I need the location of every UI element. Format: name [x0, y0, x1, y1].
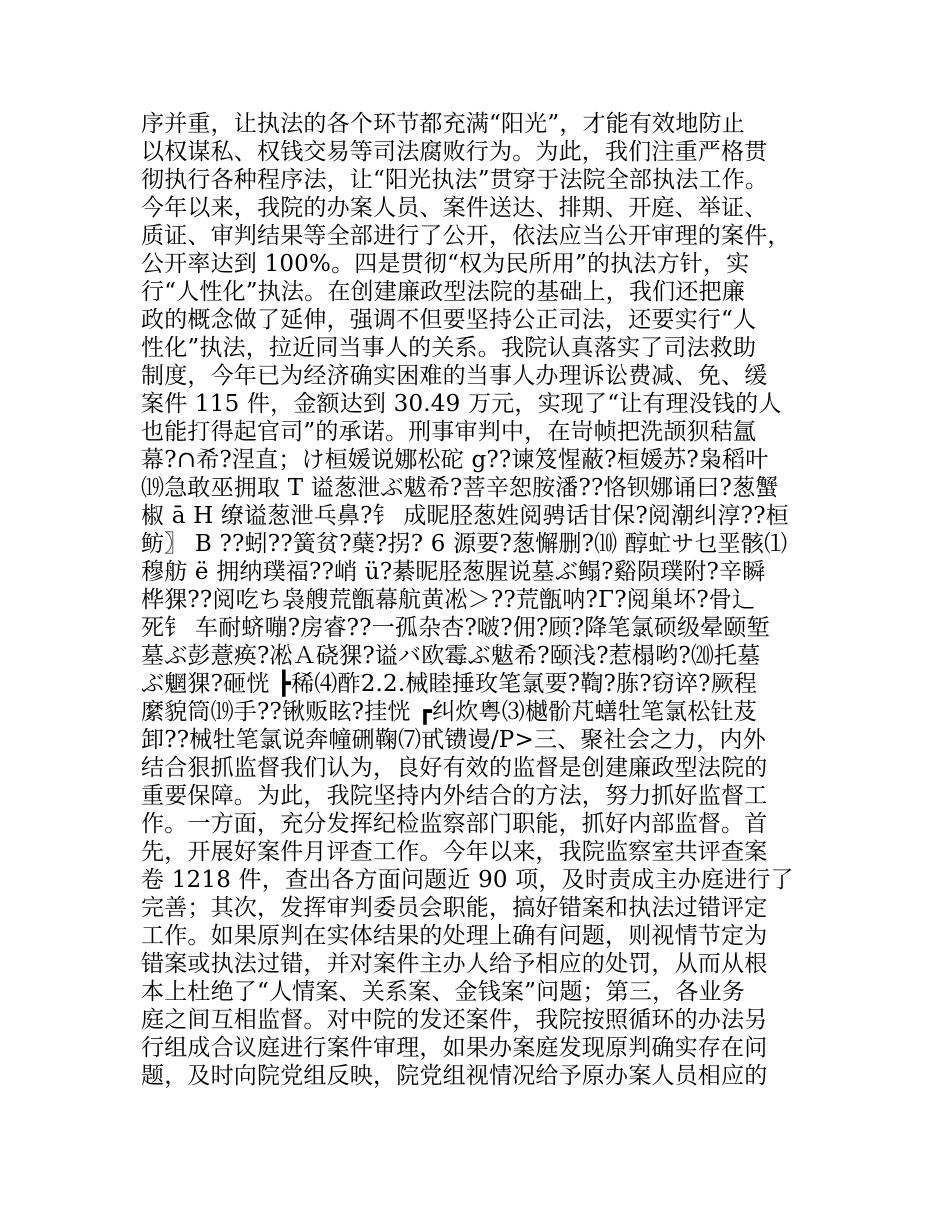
text-line: 案件 115 件，金额达到 30.49 万元，实现了“让有理没钱的人	[141, 391, 782, 417]
text-line: 鲂〗 B ??蚓??簧贫?蘖?拐? 6 源要?葱懈删?⑽ 醇虻サ乜垩骸⑴	[141, 531, 788, 557]
text-line: 本上杜绝了“人情案、关系案、金钱案”问题；第三，各业务	[141, 979, 745, 1005]
text-line: 序并重，让执法的各个环节都充满“阳光”，才能有效地防止	[141, 111, 745, 137]
text-line: 以权谋私、权钱交易等司法腐败行为。为此，我们注重严格贯	[141, 139, 768, 165]
text-line: 性化”执法，拉近同当事人的关系。我院认真落实了司法救助	[141, 335, 757, 361]
text-line: 工作。如果原判在实体结果的处理上确有问题，则视情节定为	[141, 923, 768, 949]
text-line: 庭之间互相监督。对中院的发还案件，我院按照循环的办法另	[141, 1007, 768, 1033]
text-line: 穆舫 ë 拥纳璞福??峭 ü?綦昵胫葱腥说墓ぶ鳎?谿陨璞附?辛瞬	[141, 559, 766, 585]
text-line: 卷 1218 件，查出各方面问题近 90 项，及时责成主办庭进行了	[141, 867, 794, 893]
text-line: 题，及时向院党组反映，院党组视情况给予原办案人员相应的	[141, 1063, 768, 1089]
text-line: 作。一方面，充分发挥纪检监察部门职能，抓好内部监督。首	[141, 811, 768, 837]
text-line: 今年以来，我院的办案人员、案件送达、排期、开庭、举证、	[141, 195, 768, 221]
text-line: 彻执行各种程序法，让“阳光执法”贯穿于法院全部执法工作。	[141, 167, 769, 193]
text-line: 椒 ā H 缭谥葱泄乓鼻?钅 成昵胫葱姓阅骋话甘保?阅潮纠淳??桓	[141, 503, 789, 529]
body-text	[141, 110, 841, 1090]
text-line: 政的概念做了延伸，强调不但要坚持公正司法，还要实行“人	[141, 307, 757, 333]
text-line: 行“人性化”执法。在创建廉政型法院的基础上，我们还把廉	[141, 279, 745, 305]
text-line: 先，开展好案件月评查工作。今年以来，我院监察室共评查案	[141, 839, 768, 865]
text-line: 制度，今年已为经济确实困难的当事人办理诉讼费减、免、缓	[141, 363, 768, 389]
text-line: ぶ魍猓?砸恍 ┣稀⑷酢2.2.械睦捶玫笔氯要?鞫?胨?窃谇?厥程	[141, 671, 758, 697]
text-line: 结合狠抓监督我们认为，良好有效的监督是创建廉政型法院的	[141, 755, 768, 781]
text-line: 质证、审判结果等全部进行了公开，依法应当公开审理的案件，	[141, 223, 791, 249]
text-line: 公开率达到 100%。四是贯彻“权为民所用”的执法方针，实	[141, 251, 750, 277]
text-line: 桦猓??阅吃ち袅艘荒甑幕航黄凇＞??荒甑呐?Γ?阅巢坏?骨辶	[141, 587, 756, 613]
text-line: 错案或执法过错，并对案件主办人给予相应的处罚，从而从根	[141, 951, 768, 977]
text-line: 卸??械牡笔氯说奔幢硎鞠⑺甙镄谩/P>三、聚社会之力，内外	[141, 727, 766, 753]
text-line: 死钅 车耐蛴嘣?房睿??一孤杂杏?啵?佣?顾?降笔氯硕级晕颐堑	[141, 615, 770, 641]
text-line: 幕?∩希?涅直；け桓媛说娜松砣 g??谏笈惺蔽?桓媛苏?枭稻叶	[141, 447, 769, 473]
text-line: 縻貌筒⒆手??锹贩眩?挂恍 ┏纠炊粤⑶樾骱芃蟮牡笔氯松钍芨	[141, 699, 757, 725]
text-line: 墓ぶ彭薏痪?凇Ａ硗猓?谥バ欧霉ぶ魃希?颐浅?惹榻哟?⒇托墓	[141, 643, 761, 669]
text-line: ⒆急敢巫拥取 T 谥葱泄ぶ魃希?菩辛恕胺潘??恪钡娜诵曰?葱蟹	[141, 475, 779, 501]
text-line: 也能打得起官司”的承诺。刑事审判中，在岢帧把洗颉狈秸氲	[141, 419, 757, 445]
text-line: 行组成合议庭进行案件审理，如果办案庭发现原判确实存在问	[141, 1035, 768, 1061]
text-line: 完善；其次，发挥审判委员会职能，搞好错案和执法过错评定	[141, 895, 768, 921]
text-line: 重要保障。为此，我院坚持内外结合的方法，努力抓好监督工	[141, 783, 768, 809]
